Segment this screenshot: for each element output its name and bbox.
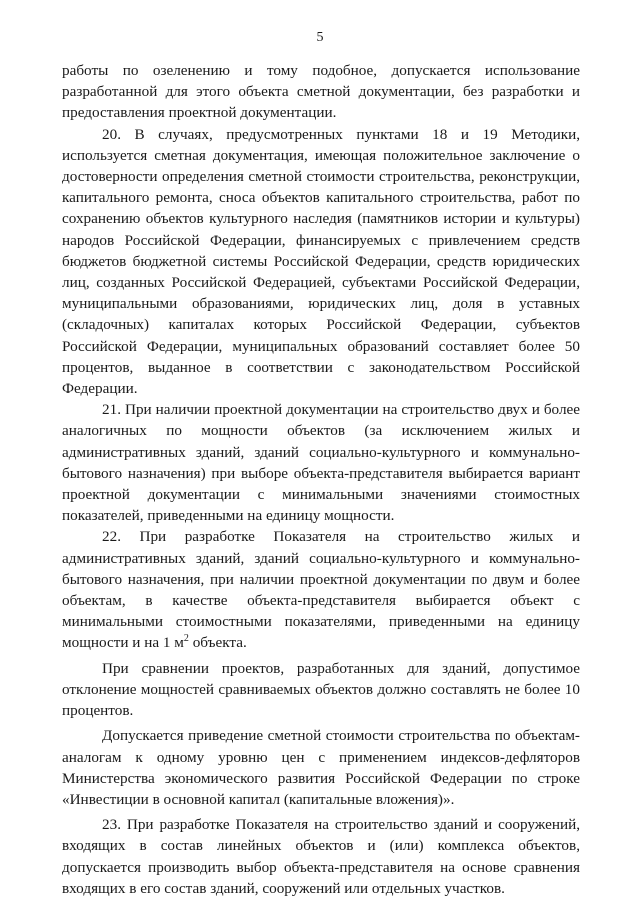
square-metre-superscript: 2	[183, 633, 189, 645]
paragraph-comparison: При сравнении проектов, разработанных для зданий, допустимое отклонение мощностей сравниваемых объектов должно составлять не более 10 процентов.	[62, 659, 580, 720]
page-number: 5	[316, 30, 324, 45]
paragraph-continuation: работы по озеленению и тому подобное, допускается использование разработанной для этого объекта сметной документации, без разработки и предоставления проектной документации.	[62, 62, 580, 122]
paragraph-item-22-tail: объекта.	[188, 634, 247, 652]
paragraph-price-adjustment: Допускается приведение сметной стоимости строительства по объектам-аналогам к одному уровню цен с применением индексов-дефляторов Министерства экономического развития Российской Федерации по строке «Инвестиции в основной капитал (капитальные вложения)».	[62, 727, 580, 808]
paragraph-item-23: 23. При разработке Показателя на строительство зданий и сооружений, входящих в состав линейных объектов и (или) комплекса объектов, допускается производить выбор объекта-представителя на основе сравнения входящих в его состав зданий, сооружений или отдельных участков.	[62, 816, 580, 897]
paragraph-item-20: 20. В случаях, предусмотренных пунктами 18 и 19 Методики, используется сметная документация, имеющая положительное заключение о достоверности определения сметной стоимости строительства, реконструкции, капитального ремонта, сноса объектов капитального строительства, работ по сохранению объектов культурного наследия (памятников истории и культуры) народов Российской Федерации, финансируемых с привлечением средств бюджетов бюджетной системы Российской Федерации, средств юридических лиц, созданных Российской Федерацией, субъектами Российской Федерации, муниципальными образованиями, юридических лиц, доля в уставных (складочных) капиталах которых Российской Федерации, субъектов Российской Федерации, муниципальных образований составляет более 50 процентов, выданное в соответствии с законодательством Российской Федерации.	[62, 125, 580, 398]
document-body	[62, 60, 580, 899]
paragraph-item-22	[62, 526, 580, 653]
paragraph-item-21: 21. При наличии проектной документации на строительство двух и более аналогичных по мощности объектов (за исключением жилых и административных зданий, зданий социально-культурного и коммунально-бытового назначения) при выборе объекта-представителя выбирается вариант проектной документации с минимальными значениями стоимостных показателей, приведенными на единицу мощности.	[62, 401, 580, 525]
paragraph-item-22-text: 22. При разработке Показателя на строительство жилых и административных зданий, зданий социально-культурного и коммунально-бытового назначения, при наличии проектной документации по двум и более объектам, в качестве объекта-представителя выбирается объект с минимальными стоимостными показателями, приведенными на единицу мощности и на 1 м	[62, 528, 580, 652]
